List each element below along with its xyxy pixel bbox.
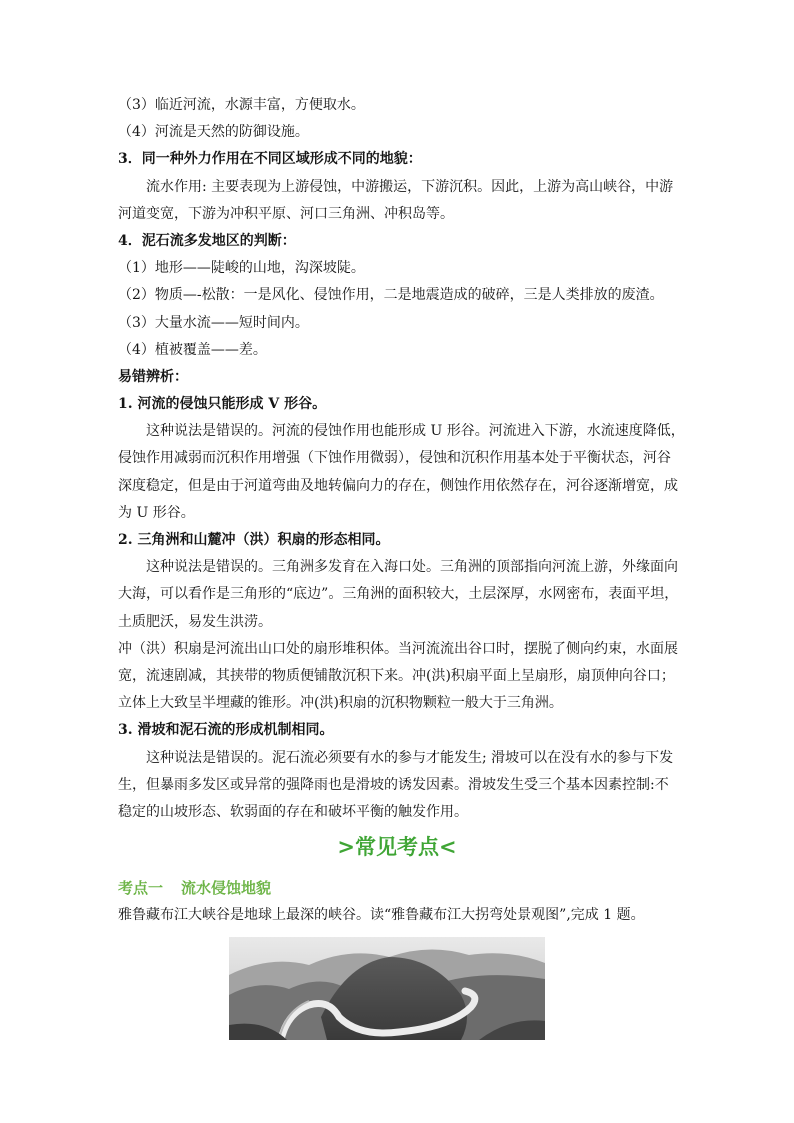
exam-point-1-intro: 雅鲁藏布江大峡谷是地球上最深的峡谷。读“雅鲁藏布江大拐弯处景观图”,完成 1 题。 bbox=[118, 907, 645, 924]
point-4-item-2: （2）物质—-松散：一是风化、侵蚀作用，二是地震造成的破碎，三是人类排放的废渣。 bbox=[118, 287, 664, 304]
error-2-fan-line: 立体上大致呈半埋藏的锥形。冲(洪)积扇的沉积物颗粒一般大于三角洲。 bbox=[118, 695, 563, 712]
point-4-item-3: （3）大量水流——短时间内。 bbox=[118, 314, 309, 331]
exam-point-1-header bbox=[118, 875, 718, 902]
point-3-body-line: 流水作用: 主要表现为上游侵蚀，中游搬运，下游沉积。因此，上游为高山峡谷，中游 bbox=[146, 178, 674, 195]
settlement-item-3: （3）临近河流，水源丰富，方便取水。 bbox=[118, 97, 365, 113]
error-2-fan-line: 宽，流速剧减，其挟带的物质便铺散沉积下来。冲(洪)积扇平面上呈扇形，扇顶伸向谷口； bbox=[118, 667, 675, 684]
exam-point-1-topic: 流水侵蚀地貌 bbox=[181, 879, 272, 898]
error-1-body-line: 为 U 形谷。 bbox=[118, 504, 195, 521]
error-1-body-line: 深度稳定，但是由于河道弯曲及地转偏向力的存在，侧蚀作用依然存在，河谷逐渐增宽，成 bbox=[118, 477, 678, 494]
point-3-heading: 3．同一种外力作用在不同区域形成不同的地貌： bbox=[118, 151, 422, 168]
exam-points-title: >常见考点< bbox=[337, 834, 457, 860]
error-3-body-line: 这种说法是错误的。泥石流必须要有水的参与才能发生; 滑坡可以在没有水的参与下发 bbox=[146, 749, 674, 766]
error-3-body-line: 稳定的山坡形态、软弱面的存在和破坏平衡的触发作用。 bbox=[118, 803, 468, 820]
point-4-item-1: （1）地形——陡峻的山地，沟深坡陡。 bbox=[118, 260, 365, 277]
point-4-heading: 4．泥石流多发地区的判断： bbox=[118, 232, 296, 249]
river-bend-photo bbox=[229, 937, 545, 1040]
error-3-body-line: 生，但暴雨多发区或异常的强降雨也是滑坡的诱发因素。滑坡发生受三个基本因素控制:不 bbox=[118, 776, 669, 793]
point-4-item-4: （4）植被覆盖——差。 bbox=[118, 341, 267, 358]
error-2-body-line: 这种说法是错误的。三角洲多发育在入海口处。三角洲的顶部指向河流上游，外缘面向 bbox=[146, 559, 678, 576]
settlement-item-4: （4）河流是天然的防御设施。 bbox=[118, 124, 309, 141]
error-1-heading: 1. 河流的侵蚀只能形成 V 形谷。 bbox=[118, 396, 327, 413]
document-body bbox=[118, 92, 718, 1040]
error-3-heading: 3. 滑坡和泥石流的形成机制相同。 bbox=[118, 722, 334, 739]
point-3-body-line: 河道变宽，下游为冲积平原、河口三角洲、冲积岛等。 bbox=[118, 205, 454, 222]
error-2-heading: 2. 三角洲和山麓冲（洪）积扇的形态相同。 bbox=[118, 532, 390, 548]
error-2-fan-line: 冲（洪）积扇是河流出山口处的扇形堆积体。当河流流出谷口时，摆脱了侧向约束，水面展 bbox=[118, 640, 678, 657]
error-1-body-line: 侵蚀作用减弱而沉积作用增强（下蚀作用微弱），侵蚀和沉积作用基本处于平衡状态，河谷 bbox=[118, 450, 671, 467]
exam-point-1-label: 考点一 bbox=[118, 879, 164, 898]
error-2-body-line: 土质肥沃，易发生洪涝。 bbox=[118, 613, 272, 630]
error-1-body-line: 这种说法是错误的。河流的侵蚀作用也能形成 U 形谷。河流进入下游，水流速度降低， bbox=[146, 423, 685, 440]
error-2-body-line: 大海，可以看作是三角形的“底边”。三角洲的面积较大，土层深厚，水网密布，表面平坦， bbox=[118, 586, 679, 603]
common-errors-title: 易错辨析： bbox=[118, 368, 188, 385]
